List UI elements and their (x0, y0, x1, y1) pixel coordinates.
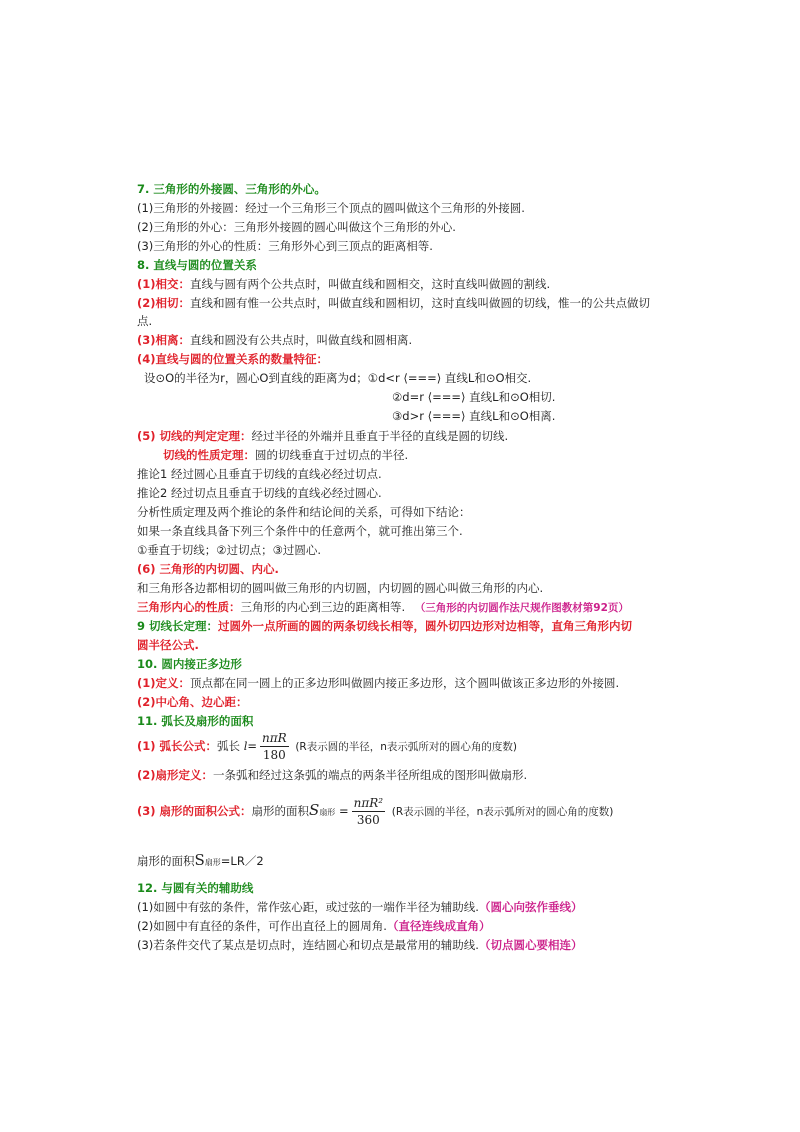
s11-area-pre: 扇形的面积 (251, 804, 310, 818)
s10-item2: (2)中心角、边心距： (137, 695, 248, 709)
s12-line1 (137, 899, 582, 915)
s8-incenter-property (137, 599, 629, 616)
s8-item6-text: 和三角形各边都相切的圆叫做三角形的内切圆，内切圆的圆心叫做三角形的内心. (137, 581, 544, 595)
s11-arc-formula (137, 730, 517, 763)
s11-arc-label: (1) 弧长公式： (137, 739, 218, 753)
s8-item5-label: (5) 切线的判定定理： (137, 429, 252, 443)
s8-quant-line3: ③d>r ⟨===⟩ 直线L和⊙O相离. (392, 409, 556, 423)
s8-incenter-label: 三角形内心的性质： (137, 600, 241, 614)
s8-item6-label: (6) 三角形的内切圆、内心. (137, 562, 279, 576)
s10-def-text: 顶点都在同一圆上的正多边形叫做圆内接正多边形，这个圆叫做该正多边形的外接圆. (190, 676, 620, 690)
s8-tangent-property (163, 447, 408, 463)
s8-item2-text: 直线和圆有惟一公共点时，叫做直线和圆相切，这时直线叫做圆的切线，惟一的公共点做切 (190, 296, 651, 310)
s8-incenter-ref: （三角形的内切圆作法尺规作图教材第92页） (414, 602, 629, 614)
s8-item5 (137, 428, 508, 444)
s7-line2: (2)三角形的外心：三角形外接圆的圆心叫做这个三角形的外心. (137, 220, 456, 234)
s9-line1 (137, 618, 632, 634)
s8-item3 (137, 332, 412, 348)
s11-sector-label: (2)扇形定义： (137, 768, 214, 782)
s8-item1 (137, 276, 550, 292)
s10-def-label: (1)定义： (137, 676, 191, 690)
s11-sector-def (137, 767, 527, 783)
s8-analysis1: 分析性质定理及两个推论的条件和结论间的关系，可得如下结论： (137, 505, 471, 519)
arc-denominator: 180 (262, 748, 286, 762)
area-numerator: nπR² (353, 796, 384, 810)
s10-definition (137, 675, 619, 691)
section7-title: 7. 三角形的外接圆、三角形的外心。 (137, 182, 326, 196)
s8-corollary1: 推论1 经过圆心且垂直于切线的直线必经过切点. (137, 467, 382, 481)
s8-item3-label: (3)相离： (137, 333, 191, 347)
s12-line2-text: (2)如圆中有直径的条件，可作出直径上的圆周角. (137, 919, 387, 933)
s12-line1-text: (1)如圆中有弦的条件，常作弦心距，或过弦的一端作半径为辅助线. (137, 900, 479, 914)
s12-line3-text: (3)若条件交代了某点是切点时，连结圆心和切点是最常用的辅助线. (137, 938, 479, 952)
section12-title: 12. 与圆有关的辅助线 (137, 881, 254, 895)
arc-numerator: nπR (262, 731, 287, 745)
s11-sector-text: 一条弧和经过这条弧的端点的两条半径所组成的图形叫做扇形. (213, 768, 528, 782)
s8-analysis2: 如果一条直线具备下列三个条件中的任意两个，就可推出第三个. (137, 524, 463, 538)
s8-quant-line2: ②d=r ⟨===⟩ 直线L和⊙O相切. (392, 390, 556, 404)
s8-prop-text: 圆的切线垂直于过切点的半径. (255, 448, 409, 462)
s11-alt-sub: 扇形 (204, 858, 221, 867)
area-fraction (352, 795, 385, 828)
s11-arc-note: (R表示圆的半径，n表示弧所对的圆心角的度数) (295, 741, 517, 753)
s7-line3: (3)三角形的外心的性质：三角形外心到三顶点的距离相等. (137, 239, 433, 253)
s11-arc-var: l (243, 739, 248, 753)
s11-alt-pre: 扇形的面积 (137, 854, 195, 868)
s8-item4-label: (4)直线与圆的位置关系的数量特征： (137, 352, 329, 366)
s8-item2-cont: 点. (137, 314, 153, 328)
s8-corollary2: 推论2 经过切点且垂直于切线的直线必经过圆心. (137, 486, 382, 500)
s12-line2-tip: （直径连线成直角） (386, 919, 491, 933)
s12-line3 (137, 937, 582, 953)
s12-line3-tip: （切点圆心要相连） (478, 938, 583, 952)
s8-item2 (137, 295, 650, 311)
s9-line2: 圆半径公式. (137, 638, 199, 652)
s11-area-alt (137, 852, 264, 871)
arc-fraction (260, 730, 289, 763)
s11-area-sub: 扇形 (319, 808, 336, 817)
section11-title: 11. 弧长及扇形的面积 (137, 714, 254, 728)
s11-area-note: (R表示圆的半径，n表示弧所对的圆心角的度数) (391, 806, 614, 818)
section8-title: 8. 直线与圆的位置关系 (137, 258, 257, 272)
area-denominator: 360 (356, 813, 380, 827)
s11-alt-var: S (194, 851, 205, 869)
s7-line1: (1)三角形的外接圆：经过一个三角形三个顶点的圆叫做这个三角形的外接圆. (137, 201, 525, 215)
s8-item5-text: 经过半径的外端并且垂直于半径的直线是圆的切线. (251, 429, 509, 443)
s11-area-var: S (309, 801, 320, 819)
s11-area-label: (3) 扇形的面积公式： (137, 804, 252, 818)
s8-incenter-text: 三角形的内心到三边的距离相等. (240, 600, 406, 614)
s8-item3-text: 直线和圆没有公共点时，叫做直线和圆相离. (190, 333, 413, 347)
s8-item1-label: (1)相交： (137, 277, 191, 291)
s12-line2 (137, 918, 490, 934)
s8-item2-label: (2)相切： (137, 296, 191, 310)
s11-area-eq: = (338, 804, 349, 818)
s12-line1-tip: （圆心向弦作垂线） (478, 900, 583, 914)
section10-title: 10. 圆内接正多边形 (137, 657, 242, 671)
s11-arc-eq: = (247, 739, 258, 753)
s8-quant-line1: 设⊙O的半径为r，圆心O到直线的距离为d；①d<r ⟨===⟩ 直线L和⊙O相交. (144, 371, 532, 385)
s11-arc-pre: 弧长 (217, 739, 241, 753)
s11-area-formula (137, 795, 613, 828)
s9-label: 9 切线长定理： (137, 619, 219, 633)
s9-text: 过圆外一点所画的圆的两条切线长相等，圆外切四边形对边相等，直角三角形内切 (218, 619, 633, 633)
s8-item1-text: 直线与圆有两个公共点时，叫做直线和圆相交，这时直线叫做圆的割线. (190, 277, 551, 291)
s8-analysis3: ①垂直于切线；②过切点；③过圆心. (137, 543, 322, 557)
s11-alt-rest: =LR／2 (220, 854, 264, 868)
s8-prop-label: 切线的性质定理： (163, 448, 255, 462)
